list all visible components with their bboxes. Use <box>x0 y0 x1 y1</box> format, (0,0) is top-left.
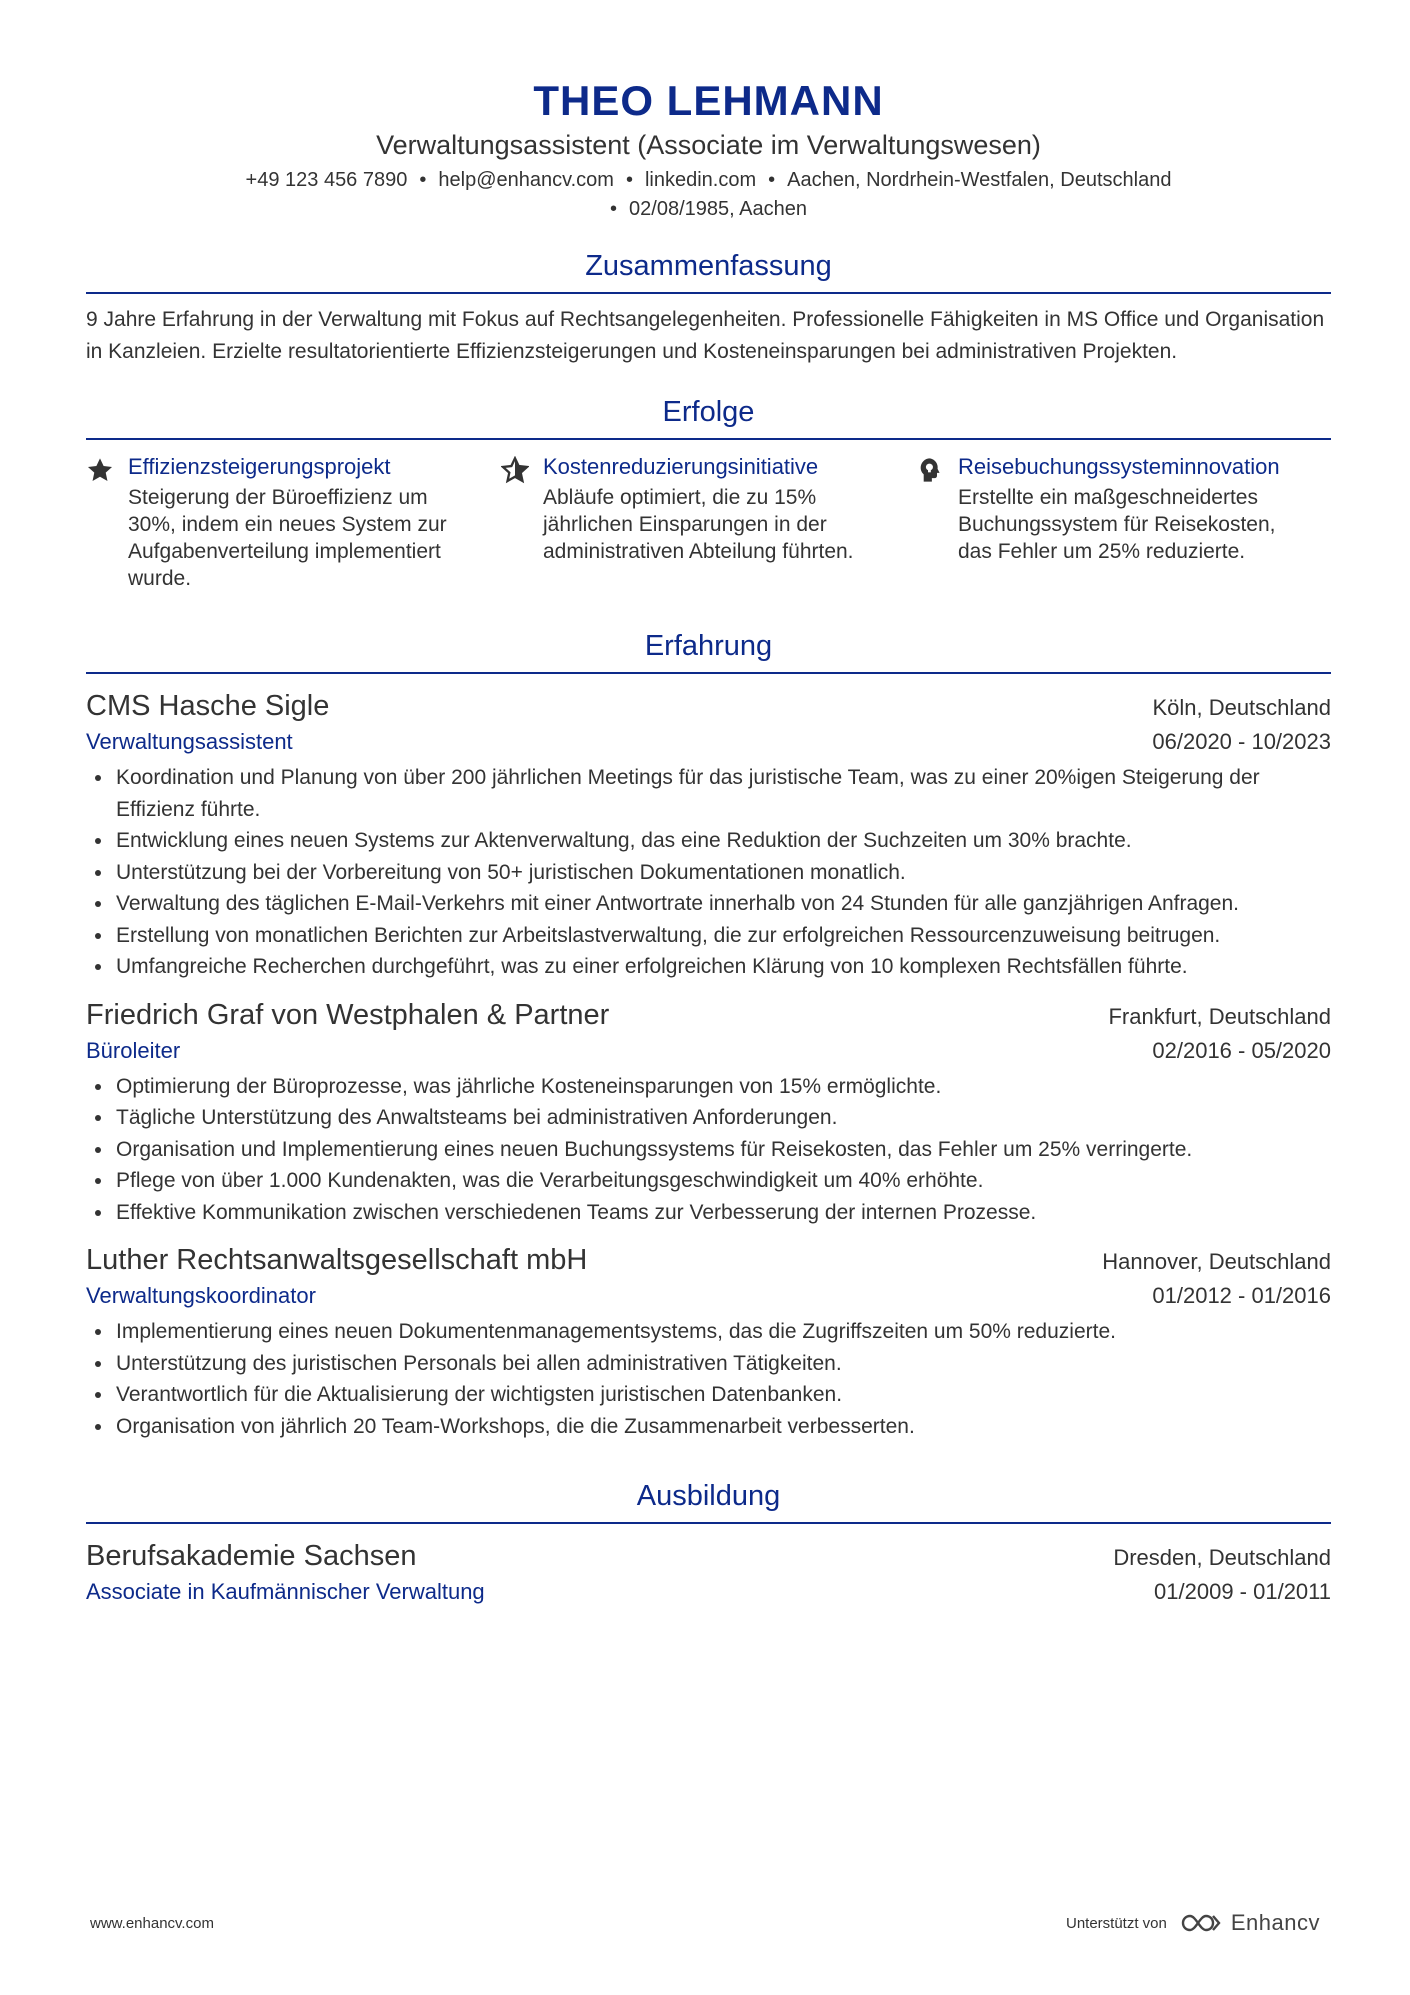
list-item: • Koordination und Planung von über 200 jährlichen Meetings für das juristische Team, was zu einer 20%igen Steigerung der Effizienz führte. <box>114 762 1331 825</box>
achievement-desc: Erstellte ein maßgeschneidertes Buchungssystem für Reisekosten, das Fehler um 25% reduzierte. <box>958 486 1276 563</box>
linkedin: linkedin.com <box>644 169 757 191</box>
powered-by-label: Unterstützt von <box>1065 1914 1167 1932</box>
list-item: • Organisation und Implementierung eines neuen Buchungssystems für Reisekosten, das Fehler um 25% verringerte. <box>114 1134 1331 1166</box>
company-name: Luther Rechtsanwaltsgesellschaft mbH <box>86 1244 588 1276</box>
job-bullets <box>86 1316 1331 1442</box>
list-item: • Tägliche Unterstützung des Anwaltsteams bei administrativen Anforderungen. <box>114 1102 1331 1134</box>
contact-line: +49 123 456 7890 • help@enhancv.com • linkedin.com • Aachen, Nordrhein-Westfalen, Deutschland • 02/08/1985, Aachen <box>245 169 1172 220</box>
footer-url[interactable]: www.enhancv.com <box>90 1914 214 1932</box>
job-bullets <box>86 1071 1331 1229</box>
job-location: Frankfurt, Deutschland <box>1108 1003 1331 1029</box>
achievement-title: Effizienzsteigerungsprojekt <box>128 454 391 479</box>
list-item: • Umfangreiche Recherchen durchgeführt, was zu einer erfolgreichen Klärung von 10 komplexen Rechtsfällen führte. <box>114 951 1331 983</box>
footer-branding <box>1066 1910 1320 1936</box>
list-item: • Optimierung der Büroprozesse, was jährliche Kosteneinsparungen von 15% ermöglichte. <box>114 1071 1331 1103</box>
list-item: • Entwicklung eines neuen Systems zur Aktenverwaltung, das eine Reduktion der Suchzeiten um 30% brachte. <box>114 825 1331 857</box>
job-entry <box>86 995 1331 1229</box>
list-item: • Pflege von über 1.000 Kundenakten, was die Verarbeitungsgeschwindigkeit um 40% erhöhte. <box>114 1165 1331 1197</box>
list-item: • Unterstützung des juristischen Personals bei allen administrativen Tätigkeiten. <box>114 1348 1331 1380</box>
job-location: Hannover, Deutschland <box>1102 1249 1331 1274</box>
achievement-item <box>916 452 1331 592</box>
achievement-title: Kostenreduzierungsinitiative <box>543 454 819 479</box>
star-outline-icon <box>501 452 543 592</box>
summary-section <box>86 248 1331 368</box>
email: help@enhancv.com <box>438 169 614 191</box>
brand-name: Enhancv <box>1230 1910 1320 1935</box>
achievement-title: Reisebuchungssysteminnovation <box>958 454 1280 479</box>
job-bullets <box>86 762 1331 983</box>
job-title: Verwaltungskoordinator <box>86 1283 316 1308</box>
section-title-experience: Erfahrung <box>86 628 1331 674</box>
achievement-desc: Steigerung der Büroeffizienz um 30%, indem ein neues System zur Aufgabenverteilung implementiert wurde. <box>128 486 447 590</box>
phone: +49 123 456 7890 <box>245 169 408 191</box>
achievement-item <box>86 452 501 592</box>
enhancv-logo-icon <box>1179 1912 1223 1934</box>
school-name: Berufsakademie Sachsen <box>86 1540 417 1572</box>
job-dates: 02/2016 - 05/2020 <box>1152 1037 1331 1063</box>
section-title-education: Ausbildung <box>86 1478 1331 1524</box>
candidate-name: THEO LEHMANN <box>533 77 884 124</box>
job-entry <box>86 1240 1331 1442</box>
section-title-achievements: Erfolge <box>86 394 1331 440</box>
list-item: • Implementierung eines neuen Dokumentenmanagementsystems, das die Zugriffszeiten um 50% reduzierte. <box>114 1316 1331 1348</box>
achievement-desc: Abläufe optimiert, die zu 15% jährlichen Einsparungen in der administrativen Abteilung führten. <box>543 486 854 563</box>
resume-page <box>86 0 1331 1608</box>
resume-header <box>86 0 1331 224</box>
job-location: Köln, Deutschland <box>1152 695 1331 720</box>
job-dates: 06/2020 - 10/2023 <box>1152 729 1331 754</box>
achievement-item <box>501 452 916 592</box>
summary-text: 9 Jahre Erfahrung in der Verwaltung mit Fokus auf Rechtsangelegenheiten. Professionelle Fähigkeiten in MS Office und Organisation in Kanzleien. Erzielte resultatorientierte Effizienzsteigerungen und Kosteneinsparungen bei administrativen Projekten. <box>86 308 1325 363</box>
job-entry <box>86 686 1331 983</box>
star-icon <box>86 452 128 592</box>
job-dates: 01/2012 - 01/2016 <box>1152 1283 1331 1308</box>
candidate-role: Verwaltungsassistent (Associate im Verwaltungswesen) <box>376 130 1041 160</box>
list-item: • Erstellung von monatlichen Berichten zur Arbeitslastverwaltung, die zur erfolgreichen Ressourcenzuweisung beitrugen. <box>114 920 1331 952</box>
list-item: • Effektive Kommunikation zwischen verschiedenen Teams zur Verbesserung der internen Prozesse. <box>114 1197 1331 1229</box>
location: Aachen, Nordrhein-Westfalen, Deutschland <box>787 169 1172 191</box>
list-item: • Organisation von jährlich 20 Team-Workshops, die die Zusammenarbeit verbesserten. <box>114 1411 1331 1443</box>
job-title: Büroleiter <box>86 1037 181 1063</box>
list-item: • Verantwortlich für die Aktualisierung der wichtigsten juristischen Datenbanken. <box>114 1379 1331 1411</box>
company-name: Friedrich Graf von Westphalen & Partner <box>86 998 610 1031</box>
education-dates: 01/2009 - 01/2011 <box>1154 1579 1331 1604</box>
list-item: • Unterstützung bei der Vorbereitung von 50+ juristischen Dokumentationen monatlich. <box>114 857 1331 889</box>
company-name: CMS Hasche Sigle <box>86 690 330 722</box>
education-entry <box>86 1536 1331 1608</box>
achievements-list <box>86 452 1331 592</box>
experience-section <box>86 628 1331 1442</box>
section-title-summary: Zusammenfassung <box>86 248 1331 294</box>
head-lightbulb-icon <box>916 452 958 592</box>
birth-info: 02/08/1985, Aachen <box>629 198 807 220</box>
job-title: Verwaltungsassistent <box>86 729 293 754</box>
education-section <box>86 1478 1331 1608</box>
footer <box>90 1910 1320 1936</box>
degree: Associate in Kaufmännischer Verwaltung <box>86 1579 485 1604</box>
list-item: • Verwaltung des täglichen E-Mail-Verkehrs mit einer Antwortrate innerhalb von 24 Stunden für alle ganzjährigen Anfragen. <box>114 888 1331 920</box>
achievements-section <box>86 394 1331 592</box>
school-location: Dresden, Deutschland <box>1113 1545 1331 1570</box>
